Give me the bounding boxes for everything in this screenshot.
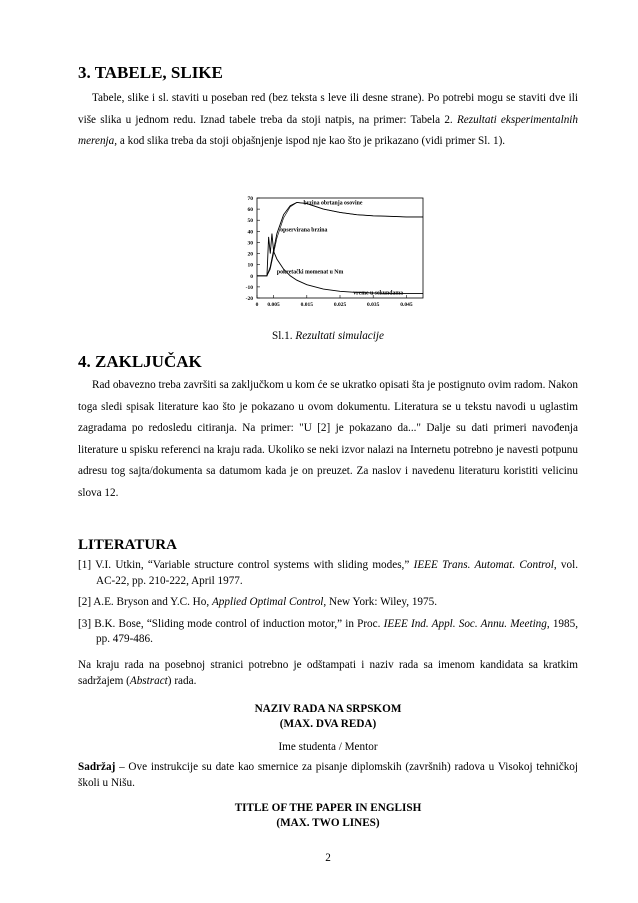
section-3-paragraph: Tabele, slike i sl. staviti u poseban red (bez teksta s leve ili desne strane). Po potrebi mogu se staviti dve ili više slika u jednom redu. Iznad tabele treba da stoji natpis, na primer: Tabela 2. Rezultati eksperimentalnih merenja, a kod slika treba da stoji objašnjenje ispod nje kao što je prikazano (vidi primer Sl. 1). (78, 92, 578, 147)
reference-text: [3] B.K. Bose, “Sliding mode control of induction motor,” in Proc. (78, 617, 384, 630)
y-tick-label: 20 (247, 251, 253, 258)
section-4-heading: 4. ZAKLJUČAK (78, 352, 202, 371)
y-tick-label: 30 (247, 240, 253, 247)
reference-item (78, 617, 578, 648)
series-line (257, 202, 423, 275)
summary-paragraph: Sadržaj – Ove instrukcije su date kao smernice za pisanje diplomskih (završnih) radova u Visokoj tehničkoj školi u Nišu. (78, 761, 578, 789)
literature-heading: LITERATURA (78, 537, 177, 553)
reference-item (78, 558, 578, 589)
y-tick-label: -10 (245, 284, 253, 291)
y-tick-label: 70 (247, 196, 253, 202)
x-tick-label: 0.045 (400, 302, 413, 308)
y-tick-label: 60 (247, 207, 253, 214)
reference-details: , New York: Wiley, 1975. (323, 596, 438, 608)
plot-frame (257, 198, 423, 298)
author-line: Ime studenta / Mentor (278, 741, 378, 753)
figure-caption: Sl.1. Rezultati simulacije (272, 330, 384, 342)
y-tick-label: -20 (245, 296, 253, 302)
reference-details: , vol. AC-22, pp. 210-222, April 1977. (96, 559, 578, 587)
observed-speed-label: opservirana brzina (280, 227, 328, 234)
series-line (257, 202, 423, 275)
time-axis-label: vreme u sekundama (353, 290, 404, 297)
closing-paragraph: Na kraju rada na posebnoj stranici potrebno je odštampati i naziv rada sa imenom kandidata sa kratkim sadržajem (Abstract) rada. (78, 659, 578, 687)
x-tick-label: 0 (255, 302, 259, 308)
simulation-chart (233, 192, 433, 318)
reference-text: [1] V.I. Utkin, “Variable structure control systems with sliding modes,” (78, 559, 414, 571)
simulation-figure (233, 192, 433, 318)
serbian-title: NAZIV RADA NA SRPSKOM (MAX. DVA REDA) (254, 703, 402, 730)
reference-source: Applied Optimal Control (211, 596, 324, 608)
x-tick-label: 0.025 (333, 302, 347, 308)
page-number: 2 (325, 852, 331, 864)
x-tick-label: 0.035 (367, 302, 380, 308)
reference-item (78, 595, 578, 611)
y-tick-label: 50 (247, 218, 253, 225)
y-tick-label: 0 (250, 273, 253, 280)
series-line (257, 234, 423, 294)
x-tick-label: 0.005 (267, 302, 280, 308)
english-title: TITLE OF THE PAPER IN ENGLISH (MAX. TWO LINES) (234, 802, 422, 829)
reference-text: [2] A.E. Bryson and Y.C. Ho, (78, 596, 212, 608)
x-tick-label: 0.015 (300, 302, 313, 308)
torque-label: pokretački momenat u Nm (276, 269, 344, 276)
y-tick-label: 10 (247, 262, 253, 269)
reference-source: IEEE Ind. Appl. Soc. Annu. Meeting (383, 617, 547, 630)
y-tick-label: 40 (247, 229, 253, 236)
reference-list (78, 558, 578, 654)
section-4-paragraph: Rad obavezno treba završiti sa zaključkom u kom će se ukratko opisati šta je postignuto ovim radom. Nakon toga sledi spisak literature kao što je pokazano u ovom dokumentu. Literatura se u tekstu navodi u uglastim zagradama po redosledu citiranja. Na primer: "U [2] je pokazano da..." Dalje su dati primeri navođenja literature u spisku referenci na kraju rada. Ukoliko se neki izvor nalazi na Internetu potrebno je navesti potpunu adresu tog sajta/dokumenta sa datumom kada je on preuzet. Za naslov i navedenu literaturu koristiti velicinu slova 12. (78, 379, 578, 499)
section-3-heading: 3. TABELE, SLIKE (78, 63, 223, 82)
speed-ref-label: brzina obrtanja osovine (303, 200, 363, 207)
reference-source: IEEE Trans. Automat. Control (413, 559, 554, 571)
reference-details: , 1985, pp. 479-486. (96, 617, 579, 645)
